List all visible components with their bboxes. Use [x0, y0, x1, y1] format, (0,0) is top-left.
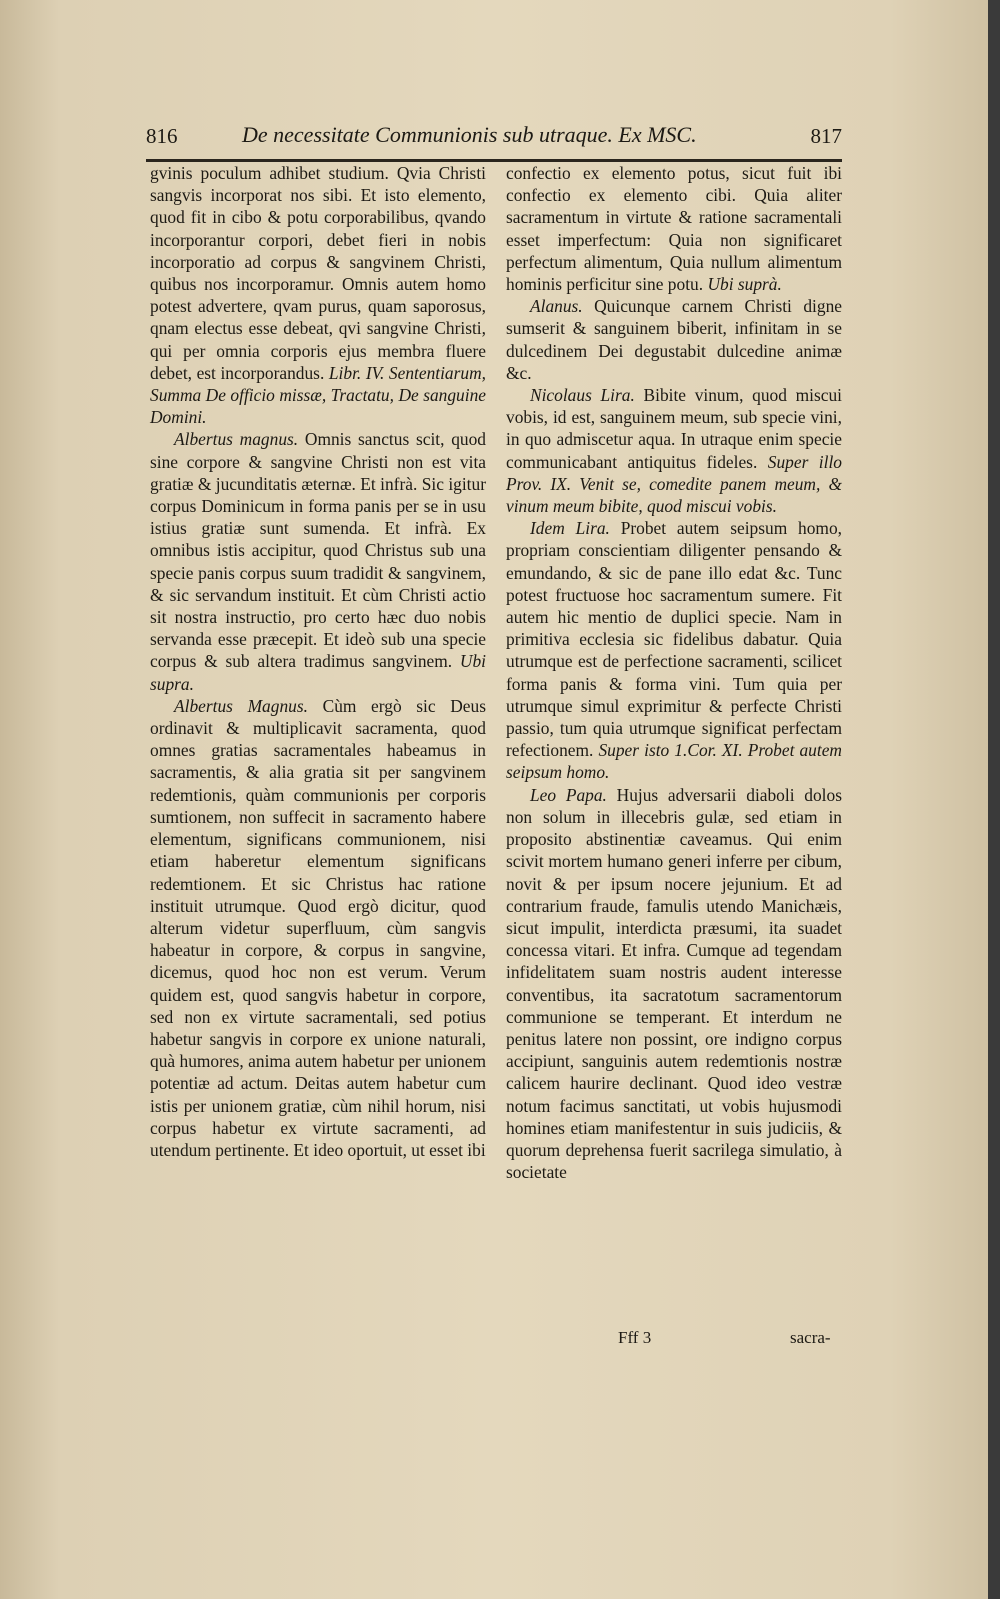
author-name: Albertus Magnus. — [174, 695, 308, 716]
paragraph — [506, 384, 842, 517]
page-number-right: 817 — [810, 124, 842, 148]
author-name: Leo Papa. — [530, 784, 607, 805]
source-citation: Super isto 1.Cor. XI. Probet autem seipsum homo. — [506, 740, 842, 783]
paragraph — [150, 162, 486, 428]
paragraph-text: Probet autem seipsum homo, propriam conscientiam diligenter pensando & emundando, & sic de pane illo edat &c. Tunc potest fructuose hoc sacramentum sumere. Fit autem hic mentio de duplici specie. Nam in primitiva ecclesia sic fidelibus dabatur. Quia utrumque est de perfectione sacramenti, scilicet forma panis & forma vini. Tum quia per utrumque simul exprimitur & perfecte Christi passio, tum quia utrumque significat perfectam refectionem. — [506, 518, 842, 761]
author-name: Idem Lira. — [530, 518, 610, 539]
signature-mark: Fff 3 — [618, 1328, 652, 1347]
paragraph-text: Bibite vinum, quod miscui vobis, id est, sanguinem meum, sub specie vini, in quo admiscetur aqua. In utraque enim specie communicabant antiquitus fideles. — [506, 385, 842, 472]
paragraph-text: Hujus adversarii diaboli dolos non solum in illecebris gulæ, sed etiam in proposito abstinentiæ caveamus. Qui enim scivit mortem humano generi inferre per cibum, novit & per ipsum nocere jejunium. Et ad contrarium fraude, famulis utendo Manichæis, sicut impulit, interdicta præsumi, ita suadet concessa vitari. Et infra. Cumque ad tegendam infidelitatem suam nostris audent interesse conventibus, ita sacratotum sacramentorum communione se temperant. Et interdum ne penitus latere non possint, ore indigno corpus accipiunt, sanguinis autem redemtionis nostræ calicem haurire declinant. Quod ideo vestræ notum facimus sanctitati, ut vobis hujusmodi homines etiam manifestentur in suis judiciis, & quorum deprehensa fuerit sacrilega simulatio, à societate — [506, 784, 842, 1183]
author-name: Albertus magnus. — [174, 429, 299, 450]
paragraph — [506, 784, 842, 1184]
page-number-left: 816 — [146, 124, 178, 148]
paragraph — [506, 517, 842, 783]
source-citation: Ubi suprà. — [707, 274, 782, 295]
source-citation: Ubi supra. — [150, 651, 486, 694]
catchword: sacra- — [790, 1328, 831, 1347]
running-title: De necessitate Communionis sub utraque. Ex MSC. — [242, 122, 697, 147]
author-name: Nicolaus Lira. — [530, 385, 635, 406]
page-header — [146, 120, 842, 160]
paragraph-text: Omnis sanctus scit, quod sine corpore & sangvine Christi non est vita gratiæ & jucunditatis æternæ. Et infrà. Sic igitur corpus Dominicum in forma panis per se in usu istius gratiæ sunt sumenda. Et infrà. Ex omnibus istis accipitur, quod Christus sub una specie panis corpus suum tradidit & sangvinem, & sic servandum instituit. Et cùm Christi actio sit nostra instructio, pro certo hæc duo nobis servanda esse præcepit. Et ideò sub una specie corpus & sub altera tradimus sangvinem. — [150, 429, 486, 672]
paragraph — [506, 295, 842, 384]
paragraph — [150, 695, 486, 1161]
source-citation: Libr. IV. Sententiarum, Summa De officio missæ, Tractatu, De sanguine Domini. — [150, 362, 486, 428]
paragraph — [506, 162, 842, 295]
paragraph-text: Quicunque carnem Christi digne sumserit & sanguinem biberit, infinitam in se dulcedinem Dei degustabit dulcedine animæ &c. — [506, 296, 842, 383]
left-column — [150, 162, 486, 1161]
source-citation: Super illo Prov. IX. Venit se, comedite panem meum, & vinum meum bibite, quod miscui vobis. — [506, 451, 842, 517]
paragraph-text: confectio ex elemento potus, sicut fuit ibi confectio ex elemento cibi. Quia aliter sacramentum in virtute & ratione sacramentali esset imperfectum: Quia non significaret perfectum alimentum, Quia nullum alimentum hominis perficitur sine potu. — [506, 163, 842, 295]
paragraph — [150, 428, 486, 694]
right-column — [506, 162, 842, 1183]
paragraph-text: gvinis poculum adhibet studium. Qvia Christi sangvis incorporat nos sibi. Et isto elemento, quod fit in cibo & potu corporabilibus, qvando incorporantur corpori, debet fieri in nobis incorporatio ad corpus & sangvinem Christi, quibus nos incorporamur. Omnis autem homo potest advertere, qvam purus, quam saporosus, qnam electus esse debeat, qvi sangvine Christi, qui per omnia corporis ejus membra fluere debet, est incorporandus. — [150, 163, 486, 383]
author-name: Alanus. — [530, 296, 583, 317]
paragraph-text: Cùm ergò sic Deus ordinavit & multiplicavit sacramenta, quod omnes gratias sacramentales habeamus in sacramentis, & alia gratia sit per sangvinem redemtionis, quàm communionis per corporis sumtionem, non suffecit in sacramento habere elementum, significans communionem, nisi etiam haberetur elementum significans redemtionem. Et sic Christus hac ratione instituit utrumque. Quod ergò dicitur, quod alterum videtur superfluum, cùm sangvis habeatur in corpore, & corpus in sangvine, dicemus, quod hoc non est verum. Verum quidem est, quod sangvis habetur in corpore, sed non ex virtute sacramentali, sed potius habetur sangvis in corpore ex unione naturali, quà humores, anima autem habetur per unionem potentiæ ad actum. Deitas autem habetur cum istis per unionem gratiæ, cùm nihil horum, nisi corpus habetur ex virtute sacramenti, ad utendum pertinente. Et ideo oportuit, ut esset ibi — [150, 695, 486, 1160]
